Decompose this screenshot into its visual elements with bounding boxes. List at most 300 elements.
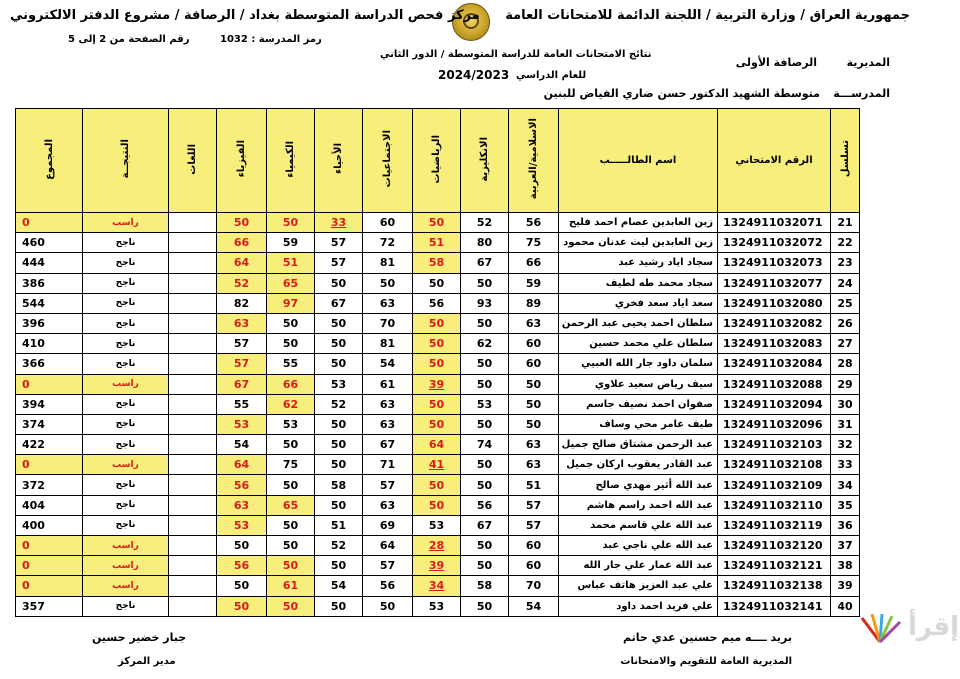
result-cell: راسب <box>83 536 169 556</box>
islamic-score-cell: 54 <box>509 596 559 616</box>
english-score-cell: 50 <box>461 273 509 293</box>
serial-cell: 40 <box>831 596 860 616</box>
physics-score-cell: 50 <box>217 213 267 233</box>
math-score-cell: 50 <box>413 394 461 414</box>
result-cell: ناجح <box>83 273 169 293</box>
exam-no-cell: 1324911032138 <box>718 576 831 596</box>
chemistry-score-cell: 50 <box>267 334 315 354</box>
result-cell: راسب <box>83 455 169 475</box>
total-cell: 0 <box>16 576 83 596</box>
chemistry-score-cell: 97 <box>267 293 315 313</box>
languages-cell <box>169 515 217 535</box>
languages-cell <box>169 414 217 434</box>
serial-cell: 28 <box>831 354 860 374</box>
chemistry-score-cell: 50 <box>267 515 315 535</box>
serial-cell: 39 <box>831 576 860 596</box>
islamic-score-cell: 60 <box>509 556 559 576</box>
biology-score-cell: 50 <box>315 414 363 434</box>
results-table <box>15 108 860 617</box>
table-row <box>16 354 860 374</box>
student-name-cell: سجاد محمد طه لطيف <box>559 273 718 293</box>
english-score-cell: 67 <box>461 515 509 535</box>
center-manager-name: جبار خضير حسين <box>92 631 187 644</box>
physics-score-cell: 56 <box>217 556 267 576</box>
total-cell: 422 <box>16 435 83 455</box>
table-row <box>16 273 860 293</box>
languages-cell <box>169 596 217 616</box>
col-chemistry: الكيمياء <box>267 109 315 213</box>
chemistry-score-cell: 61 <box>267 576 315 596</box>
exam-no-cell: 1324911032108 <box>718 455 831 475</box>
exam-no-cell: 1324911032083 <box>718 334 831 354</box>
col-result: النتيجــة <box>83 109 169 213</box>
chemistry-score-cell: 75 <box>267 455 315 475</box>
student-name-cell: زين العابدين عصام احمد فليح <box>559 213 718 233</box>
english-score-cell: 50 <box>461 596 509 616</box>
student-name-cell: عبد الرحمن مشتاق صالح جميل <box>559 435 718 455</box>
social-score-cell: 61 <box>363 374 413 394</box>
languages-cell <box>169 455 217 475</box>
school-code: رمز المدرسة : 1032 <box>220 34 322 45</box>
total-cell: 400 <box>16 515 83 535</box>
languages-cell <box>169 374 217 394</box>
serial-cell: 32 <box>831 435 860 455</box>
serial-cell: 33 <box>831 455 860 475</box>
chemistry-score-cell: 62 <box>267 394 315 414</box>
directorate-value: الرصافة الأولى <box>735 56 817 69</box>
biology-score-cell: 50 <box>315 596 363 616</box>
math-score-cell: 50 <box>413 273 461 293</box>
total-cell: 357 <box>16 596 83 616</box>
islamic-score-cell: 70 <box>509 576 559 596</box>
islamic-score-cell: 50 <box>509 374 559 394</box>
physics-score-cell: 56 <box>217 475 267 495</box>
english-score-cell: 67 <box>461 253 509 273</box>
biology-score-cell: 50 <box>315 556 363 576</box>
biology-score-cell: 54 <box>315 576 363 596</box>
islamic-score-cell: 60 <box>509 354 559 374</box>
serial-cell: 27 <box>831 334 860 354</box>
social-score-cell: 72 <box>363 233 413 253</box>
biology-score-cell: 50 <box>315 455 363 475</box>
languages-cell <box>169 233 217 253</box>
languages-cell <box>169 293 217 313</box>
total-cell: 396 <box>16 313 83 333</box>
student-name-cell: سيف رياض سعيد علاوي <box>559 374 718 394</box>
result-cell: ناجح <box>83 394 169 414</box>
result-cell: ناجح <box>83 253 169 273</box>
physics-score-cell: 50 <box>217 536 267 556</box>
physics-score-cell: 53 <box>217 414 267 434</box>
english-score-cell: 58 <box>461 576 509 596</box>
social-score-cell: 50 <box>363 596 413 616</box>
table-row <box>16 536 860 556</box>
social-score-cell: 50 <box>363 273 413 293</box>
biology-score-cell: 33 <box>315 213 363 233</box>
student-name-cell: صفوان احمد نصيف جاسم <box>559 394 718 414</box>
total-cell: 460 <box>16 233 83 253</box>
exam-no-cell: 1324911032082 <box>718 313 831 333</box>
math-score-cell: 50 <box>413 495 461 515</box>
exam-no-cell: 1324911032084 <box>718 354 831 374</box>
math-score-cell: 28 <box>413 536 461 556</box>
serial-cell: 38 <box>831 556 860 576</box>
social-score-cell: 67 <box>363 435 413 455</box>
physics-score-cell: 54 <box>217 435 267 455</box>
exam-no-cell: 1324911032119 <box>718 515 831 535</box>
math-score-cell: 50 <box>413 213 461 233</box>
biology-score-cell: 50 <box>315 354 363 374</box>
col-social: الاجتماعيات <box>363 109 413 213</box>
social-score-cell: 57 <box>363 475 413 495</box>
exam-no-cell: 1324911032073 <box>718 253 831 273</box>
exam-no-cell: 1324911032141 <box>718 596 831 616</box>
physics-score-cell: 57 <box>217 334 267 354</box>
table-row <box>16 313 860 333</box>
social-score-cell: 70 <box>363 313 413 333</box>
social-score-cell: 63 <box>363 293 413 313</box>
result-cell: ناجح <box>83 334 169 354</box>
col-exam-no: الرقم الامتحاني <box>718 109 831 213</box>
biology-score-cell: 57 <box>315 253 363 273</box>
english-score-cell: 50 <box>461 414 509 434</box>
languages-cell <box>169 273 217 293</box>
total-cell: 410 <box>16 334 83 354</box>
result-cell: ناجح <box>83 233 169 253</box>
biology-score-cell: 58 <box>315 475 363 495</box>
math-score-cell: 50 <box>413 475 461 495</box>
table-row <box>16 556 860 576</box>
chemistry-score-cell: 59 <box>267 233 315 253</box>
center-manager-title: مدير المركز <box>118 656 176 667</box>
chemistry-score-cell: 50 <box>267 556 315 576</box>
table-row <box>16 213 860 233</box>
total-cell: 544 <box>16 293 83 313</box>
social-score-cell: 57 <box>363 556 413 576</box>
result-cell: راسب <box>83 374 169 394</box>
physics-score-cell: 50 <box>217 596 267 616</box>
social-score-cell: 63 <box>363 414 413 434</box>
student-name-cell: عبد الله احمد راسم هاشم <box>559 495 718 515</box>
total-cell: 0 <box>16 536 83 556</box>
student-name-cell: علي فريد احمد داود <box>559 596 718 616</box>
english-score-cell: 50 <box>461 556 509 576</box>
chemistry-score-cell: 55 <box>267 354 315 374</box>
islamic-score-cell: 50 <box>509 414 559 434</box>
result-cell: ناجح <box>83 414 169 434</box>
math-score-cell: 64 <box>413 435 461 455</box>
biology-score-cell: 57 <box>315 233 363 253</box>
directorate-label: المديرية <box>846 56 890 69</box>
result-cell: ناجح <box>83 495 169 515</box>
islamic-score-cell: 60 <box>509 536 559 556</box>
result-cell: راسب <box>83 213 169 233</box>
student-name-cell: سلطان احمد يحيى عبد الرحمن <box>559 313 718 333</box>
total-cell: 372 <box>16 475 83 495</box>
serial-cell: 24 <box>831 273 860 293</box>
exam-no-cell: 1324911032121 <box>718 556 831 576</box>
total-cell: 366 <box>16 354 83 374</box>
table-row <box>16 374 860 394</box>
biology-score-cell: 50 <box>315 273 363 293</box>
serial-cell: 31 <box>831 414 860 434</box>
math-score-cell: 58 <box>413 253 461 273</box>
serial-cell: 30 <box>831 394 860 414</box>
serial-cell: 26 <box>831 313 860 333</box>
decorative-logo-icon <box>858 612 902 644</box>
social-score-cell: 81 <box>363 253 413 273</box>
english-score-cell: 74 <box>461 435 509 455</box>
center-title: مركز فحص الدراسة المتوسطة بغداد / الرصافة / مشروع الدفتر الالكتروني <box>10 8 480 23</box>
islamic-score-cell: 63 <box>509 455 559 475</box>
physics-score-cell: 64 <box>217 253 267 273</box>
math-score-cell: 41 <box>413 455 461 475</box>
islamic-score-cell: 60 <box>509 334 559 354</box>
chemistry-score-cell: 50 <box>267 596 315 616</box>
academic-year-label: للعام الدراسي <box>516 70 587 81</box>
chemistry-score-cell: 65 <box>267 495 315 515</box>
physics-score-cell: 53 <box>217 515 267 535</box>
math-score-cell: 50 <box>413 414 461 434</box>
serial-cell: 29 <box>831 374 860 394</box>
col-biology: الأحياء <box>315 109 363 213</box>
biology-score-cell: 50 <box>315 334 363 354</box>
col-serial: تسلسل <box>831 109 860 213</box>
serial-cell: 37 <box>831 536 860 556</box>
table-row <box>16 475 860 495</box>
social-score-cell: 54 <box>363 354 413 374</box>
english-score-cell: 50 <box>461 313 509 333</box>
biology-score-cell: 52 <box>315 536 363 556</box>
english-score-cell: 50 <box>461 475 509 495</box>
table-row <box>16 253 860 273</box>
result-cell: ناجح <box>83 313 169 333</box>
total-cell: 0 <box>16 213 83 233</box>
biology-score-cell: 53 <box>315 374 363 394</box>
school-label: المدرســـة <box>833 87 890 100</box>
social-score-cell: 63 <box>363 495 413 515</box>
english-score-cell: 50 <box>461 536 509 556</box>
languages-cell <box>169 536 217 556</box>
islamic-score-cell: 66 <box>509 253 559 273</box>
chemistry-score-cell: 53 <box>267 414 315 434</box>
math-score-cell: 56 <box>413 293 461 313</box>
math-score-cell: 39 <box>413 556 461 576</box>
chemistry-score-cell: 50 <box>267 435 315 455</box>
chemistry-score-cell: 65 <box>267 273 315 293</box>
col-student-name: اسم الطالـــــب <box>559 109 718 213</box>
exam-no-cell: 1324911032077 <box>718 273 831 293</box>
english-score-cell: 50 <box>461 354 509 374</box>
physics-score-cell: 64 <box>217 455 267 475</box>
math-score-cell: 34 <box>413 576 461 596</box>
english-score-cell: 50 <box>461 374 509 394</box>
total-cell: 374 <box>16 414 83 434</box>
total-cell: 0 <box>16 455 83 475</box>
math-score-cell: 50 <box>413 354 461 374</box>
student-name-cell: سلمان داود جار الله العبيي <box>559 354 718 374</box>
physics-score-cell: 50 <box>217 576 267 596</box>
table-row <box>16 455 860 475</box>
english-score-cell: 93 <box>461 293 509 313</box>
student-name-cell: عبد الله أثير مهدي صالح <box>559 475 718 495</box>
table-row <box>16 495 860 515</box>
social-score-cell: 63 <box>363 394 413 414</box>
table-row <box>16 515 860 535</box>
chemistry-score-cell: 50 <box>267 313 315 333</box>
total-cell: 0 <box>16 374 83 394</box>
english-score-cell: 62 <box>461 334 509 354</box>
table-row <box>16 293 860 313</box>
islamic-score-cell: 63 <box>509 313 559 333</box>
serial-cell: 21 <box>831 213 860 233</box>
social-score-cell: 60 <box>363 213 413 233</box>
table-row <box>16 414 860 434</box>
biology-score-cell: 50 <box>315 313 363 333</box>
ministry-title: جمهورية العراق / وزارة التربية / اللجنة الدائمة للامتحانات العامة <box>505 8 910 23</box>
table-row <box>16 233 860 253</box>
islamic-score-cell: 75 <box>509 233 559 253</box>
physics-score-cell: 55 <box>217 394 267 414</box>
physics-score-cell: 63 <box>217 313 267 333</box>
exam-no-cell: 1324911032094 <box>718 394 831 414</box>
biology-score-cell: 52 <box>315 394 363 414</box>
result-cell: راسب <box>83 556 169 576</box>
exam-no-cell: 1324911032103 <box>718 435 831 455</box>
table-row <box>16 435 860 455</box>
islamic-score-cell: 51 <box>509 475 559 495</box>
result-cell: ناجح <box>83 293 169 313</box>
english-score-cell: 56 <box>461 495 509 515</box>
student-name-cell: عبد القادر يعقوب اركان جميل <box>559 455 718 475</box>
student-name-cell: عبد الله علي قاسم محمد <box>559 515 718 535</box>
physics-score-cell: 67 <box>217 374 267 394</box>
exam-no-cell: 1324911032120 <box>718 536 831 556</box>
islamic-score-cell: 63 <box>509 435 559 455</box>
result-cell: ناجح <box>83 354 169 374</box>
page-info: رقم الصفحة من 2 إلى 5 <box>68 34 190 45</box>
signatory-title: المديرية العامة للتقويم والامتحانات <box>620 656 792 667</box>
math-score-cell: 53 <box>413 596 461 616</box>
watermark-text: إقرأ <box>908 612 960 642</box>
islamic-score-cell: 50 <box>509 394 559 414</box>
col-islamic: الاسلامية/العربية <box>509 109 559 213</box>
chemistry-score-cell: 66 <box>267 374 315 394</box>
student-name-cell: سجاد اياد رشيد عبد <box>559 253 718 273</box>
biology-score-cell: 50 <box>315 495 363 515</box>
chemistry-score-cell: 51 <box>267 253 315 273</box>
serial-cell: 23 <box>831 253 860 273</box>
english-score-cell: 80 <box>461 233 509 253</box>
result-cell: ناجح <box>83 475 169 495</box>
exam-no-cell: 1324911032080 <box>718 293 831 313</box>
col-math: الرياضيات <box>413 109 461 213</box>
serial-cell: 22 <box>831 233 860 253</box>
chemistry-score-cell: 50 <box>267 213 315 233</box>
serial-cell: 34 <box>831 475 860 495</box>
languages-cell <box>169 253 217 273</box>
student-name-cell: علي عبد العزيز هاتف عباس <box>559 576 718 596</box>
signatory-name: بريد ــــه ميم حسنين عدي حاتم <box>622 631 792 644</box>
exam-no-cell: 1324911032072 <box>718 233 831 253</box>
result-cell: ناجح <box>83 596 169 616</box>
total-cell: 386 <box>16 273 83 293</box>
col-languages: اللغات <box>169 109 217 213</box>
exam-no-cell: 1324911032109 <box>718 475 831 495</box>
social-score-cell: 56 <box>363 576 413 596</box>
chemistry-score-cell: 50 <box>267 536 315 556</box>
languages-cell <box>169 556 217 576</box>
total-cell: 394 <box>16 394 83 414</box>
table-row <box>16 596 860 616</box>
total-cell: 404 <box>16 495 83 515</box>
languages-cell <box>169 495 217 515</box>
table-row <box>16 394 860 414</box>
social-score-cell: 69 <box>363 515 413 535</box>
math-score-cell: 50 <box>413 334 461 354</box>
col-english: الانكليزية <box>461 109 509 213</box>
islamic-score-cell: 89 <box>509 293 559 313</box>
english-score-cell: 53 <box>461 394 509 414</box>
islamic-score-cell: 59 <box>509 273 559 293</box>
languages-cell <box>169 213 217 233</box>
exam-no-cell: 1324911032088 <box>718 374 831 394</box>
chemistry-score-cell: 50 <box>267 475 315 495</box>
school-value: متوسطة الشهيد الدكتور حسن ضاري الفياض للبنين <box>543 87 820 100</box>
serial-cell: 36 <box>831 515 860 535</box>
table-header-row <box>16 109 860 213</box>
english-score-cell: 50 <box>461 455 509 475</box>
languages-cell <box>169 394 217 414</box>
math-score-cell: 53 <box>413 515 461 535</box>
social-score-cell: 71 <box>363 455 413 475</box>
languages-cell <box>169 475 217 495</box>
serial-cell: 35 <box>831 495 860 515</box>
result-cell: ناجح <box>83 515 169 535</box>
table-row <box>16 576 860 596</box>
student-name-cell: زين العابدين ليث عدنان محمود <box>559 233 718 253</box>
result-cell: ناجح <box>83 435 169 455</box>
student-name-cell: عبد الله علي ناجي عبد <box>559 536 718 556</box>
col-physics: الفيزياء <box>217 109 267 213</box>
biology-score-cell: 67 <box>315 293 363 313</box>
total-cell: 444 <box>16 253 83 273</box>
academic-year: 2024/2023 <box>438 68 510 82</box>
biology-score-cell: 51 <box>315 515 363 535</box>
student-name-cell: سلطان علي محمد حسين <box>559 334 718 354</box>
exam-no-cell: 1324911032071 <box>718 213 831 233</box>
math-score-cell: 39 <box>413 374 461 394</box>
social-score-cell: 64 <box>363 536 413 556</box>
student-name-cell: سعد اياد سعد فخري <box>559 293 718 313</box>
languages-cell <box>169 354 217 374</box>
languages-cell <box>169 334 217 354</box>
biology-score-cell: 50 <box>315 435 363 455</box>
math-score-cell: 50 <box>413 313 461 333</box>
physics-score-cell: 52 <box>217 273 267 293</box>
islamic-score-cell: 56 <box>509 213 559 233</box>
col-total: المجموع <box>16 109 83 213</box>
exam-no-cell: 1324911032110 <box>718 495 831 515</box>
serial-cell: 25 <box>831 293 860 313</box>
physics-score-cell: 66 <box>217 233 267 253</box>
islamic-score-cell: 57 <box>509 515 559 535</box>
physics-score-cell: 82 <box>217 293 267 313</box>
physics-score-cell: 63 <box>217 495 267 515</box>
results-title: نتائج الامتحانات العامة للدراسة المتوسطة / الدور الثاني <box>380 49 652 60</box>
languages-cell <box>169 313 217 333</box>
student-name-cell: طيف عامر محي وساف <box>559 414 718 434</box>
